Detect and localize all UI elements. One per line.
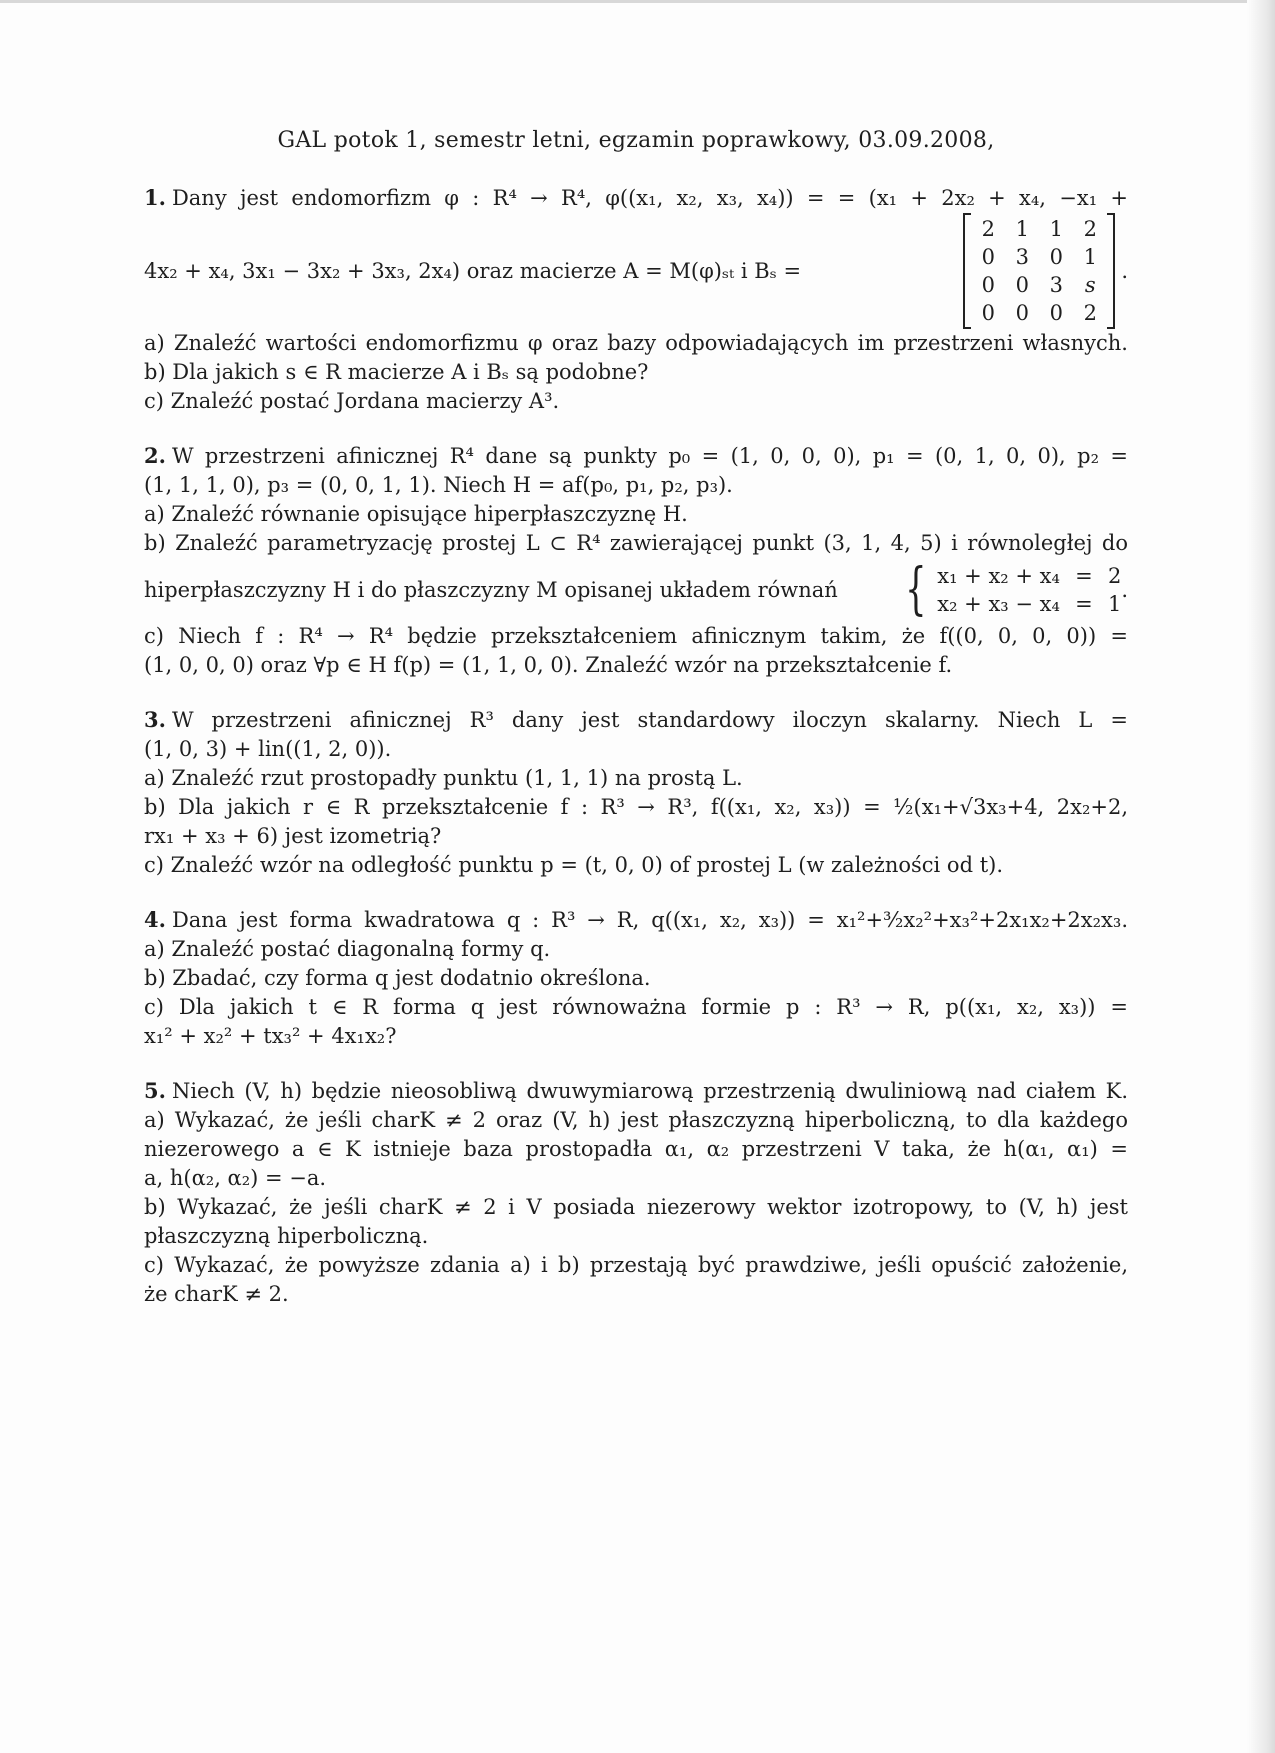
matrix-cell: 0 <box>1015 273 1029 297</box>
problem-3-part-a: a) Znaleźć rzut prostopadły punktu (1, 1, 1) na prostą L. <box>144 766 743 790</box>
problem-number: 2. <box>144 443 166 468</box>
matrix-cell: 0 <box>1049 301 1063 325</box>
problem-1-matrix-row <box>144 213 1128 329</box>
matrix-cell: s <box>1084 273 1096 297</box>
problem-2-line-2: (1, 1, 1, 0), p₃ = (0, 0, 1, 1). Niech H = af(p₀, p₁, p₂, p₃). <box>144 473 733 497</box>
scan-edge-top <box>0 0 1275 3</box>
left-brace: { <box>904 557 927 622</box>
matrix-b-s <box>963 213 1115 329</box>
exam-title: GAL potok 1, semestr letni, egzamin poprawkowy, 03.09.2008, <box>277 128 995 153</box>
matrix-cell: 2 <box>1083 301 1097 325</box>
problem-3-part-b-1: b) Dla jakich r ∈ R przekształcenie f : R³ → R³, f((x₁, x₂, x₃)) = ½(x₁+√3x₃+4, 2x₂+2, <box>144 795 1128 819</box>
problem-5-part-a-3: a, h(α₂, α₂) = −a. <box>144 1166 327 1190</box>
matrix-period: . <box>1121 259 1128 283</box>
problem-3-part-c: c) Znaleźć wzór na odległość punktu p = (t, 0, 0) of prostej L (w zależności od t). <box>144 853 1004 877</box>
problem-4-part-b: b) Zbadać, czy forma q jest dodatnio określona. <box>144 966 651 990</box>
matrix-cell: 2 <box>981 217 995 241</box>
problem-2-part-c-1: c) Niech f : R⁴ → R⁴ będzie przekształceniem afinicznym takim, że f((0, 0, 0, 0)) = <box>144 624 1128 648</box>
problem-4-part-a: a) Znaleźć postać diagonalną formy q. <box>144 937 551 961</box>
problem-2-system-row <box>144 557 1128 622</box>
problem-number: 5. <box>144 1078 166 1103</box>
matrix-cell: 0 <box>981 301 995 325</box>
problem-4-part-c-2: x₁² + x₂² + tx₃² + 4x₁x₂? <box>144 1024 397 1048</box>
problem-4-part-c-1: c) Dla jakich t ∈ R forma q jest równoważna formie p : R³ → R, p((x₁, x₂, x₃)) = <box>144 995 1128 1019</box>
problem-1-part-a: a) Znaleźć wartości endomorfizmu φ oraz bazy odpowiadających im przestrzeni własnych. <box>144 331 1128 355</box>
equation-cell: 1 <box>1107 592 1122 616</box>
problem-5-part-a-1: a) Wykazać, że jeśli charK ≠ 2 oraz (V, h) jest płaszczyzną hiperboliczną, to dla każdego <box>144 1108 1128 1132</box>
problem-2-part-b-2: hiperpłaszczyzny H i do płaszczyzny M opisanej układem równań <box>144 578 838 602</box>
equation-cell: x₂ + x₃ − x₄ <box>937 592 1060 616</box>
problem-5-part-b-2: płaszczyzną hiperboliczną. <box>144 1224 429 1248</box>
problem-1-part-b: b) Dla jakich s ∈ R macierze A i Bₛ są podobne? <box>144 360 649 384</box>
problem-1 <box>144 183 1128 416</box>
problem-5-part-c-2: że charK ≠ 2. <box>144 1282 289 1306</box>
matrix-cell: 3 <box>1015 245 1029 269</box>
scan-edge-right <box>1247 0 1275 1753</box>
problem-5-part-b-1: b) Wykazać, że jeśli charK ≠ 2 i V posiada niezerowy wektor izotropowy, to (V, h) jest <box>144 1195 1128 1219</box>
equation-cell: x₁ + x₂ + x₄ <box>937 564 1060 588</box>
matrix-cell: 0 <box>981 273 995 297</box>
problem-3-line-2: (1, 0, 3) + lin((1, 2, 0)). <box>144 737 392 761</box>
problem-3-line-1: W przestrzeni afinicznej R³ dany jest standardowy iloczyn skalarny. Niech L = <box>171 708 1128 732</box>
equation-cell: = <box>1075 564 1093 588</box>
problem-1-line-1: Dany jest endomorfizm φ : R⁴ → R⁴, φ((x₁, x₂, x₃, x₄)) = = (x₁ + 2x₂ + x₄, −x₁ + <box>171 186 1128 210</box>
problem-5-part-c-1: c) Wykazać, że powyższe zdania a) i b) przestają być prawdziwe, jeśli opuścić założenie, <box>144 1253 1128 1277</box>
matrix-cell: 1 <box>1015 217 1029 241</box>
problem-5-part-a-2: niezerowego a ∈ K istnieje baza prostopadła α₁, α₂ przestrzeni V taka, że h(α₁, α₁) = <box>144 1137 1128 1161</box>
matrix-cell: 0 <box>1049 245 1063 269</box>
exam-page <box>144 120 1128 1334</box>
matrix-cell: 0 <box>1015 301 1029 325</box>
matrix-cell: 0 <box>981 245 995 269</box>
matrix-cell: 1 <box>1083 245 1097 269</box>
matrix-cell: 3 <box>1049 273 1063 297</box>
system-period: . <box>1121 578 1128 602</box>
problem-2 <box>144 441 1128 680</box>
equation-cell: 2 <box>1107 564 1122 588</box>
problem-5 <box>144 1076 1128 1309</box>
problem-number: 4. <box>144 907 166 932</box>
problem-number: 1. <box>144 185 166 210</box>
equation-system <box>937 562 1121 618</box>
problem-4-line-1: Dana jest forma kwadratowa q : R³ → R, q((x₁, x₂, x₃)) = x₁²+³⁄₂x₂²+x₃²+2x₁x₂+2x₂x₃. <box>171 908 1128 932</box>
problem-4 <box>144 905 1128 1051</box>
problem-2-part-c-2: (1, 0, 0, 0) oraz ∀p ∈ H f(p) = (1, 1, 0, 0). Znaleźć wzór na przekształcenie f. <box>144 653 953 677</box>
problem-2-line-1: W przestrzeni afinicznej R⁴ dane są punkty p₀ = (1, 0, 0, 0), p₁ = (0, 1, 0, 0), p₂ = <box>171 444 1128 468</box>
problem-1-line-2: 4x₂ + x₄, 3x₁ − 3x₂ + 3x₃, 2x₄) oraz macierze A = M(φ)ₛₜ i Bₛ = <box>144 259 802 283</box>
problem-5-line-1: Niech (V, h) będzie nieosobliwą dwuwymiarową przestrzenią dwuliniową nad ciałem K. <box>171 1079 1128 1103</box>
problem-2-part-a: a) Znaleźć równanie opisujące hiperpłaszczyznę H. <box>144 502 688 526</box>
problem-2-part-b-1: b) Znaleźć parametryzację prostej L ⊂ R⁴ zawierającej punkt (3, 1, 4, 5) i równoległej do <box>144 531 1128 555</box>
problem-number: 3. <box>144 707 166 732</box>
problem-3 <box>144 705 1128 880</box>
problem-1-part-c: c) Znaleźć postać Jordana macierzy A³. <box>144 389 560 413</box>
matrix-cell: 1 <box>1049 217 1063 241</box>
problem-3-part-b-2: rx₁ + x₃ + 6) jest izometrią? <box>144 824 442 848</box>
matrix-cell: 2 <box>1083 217 1097 241</box>
equation-cell: = <box>1075 592 1093 616</box>
